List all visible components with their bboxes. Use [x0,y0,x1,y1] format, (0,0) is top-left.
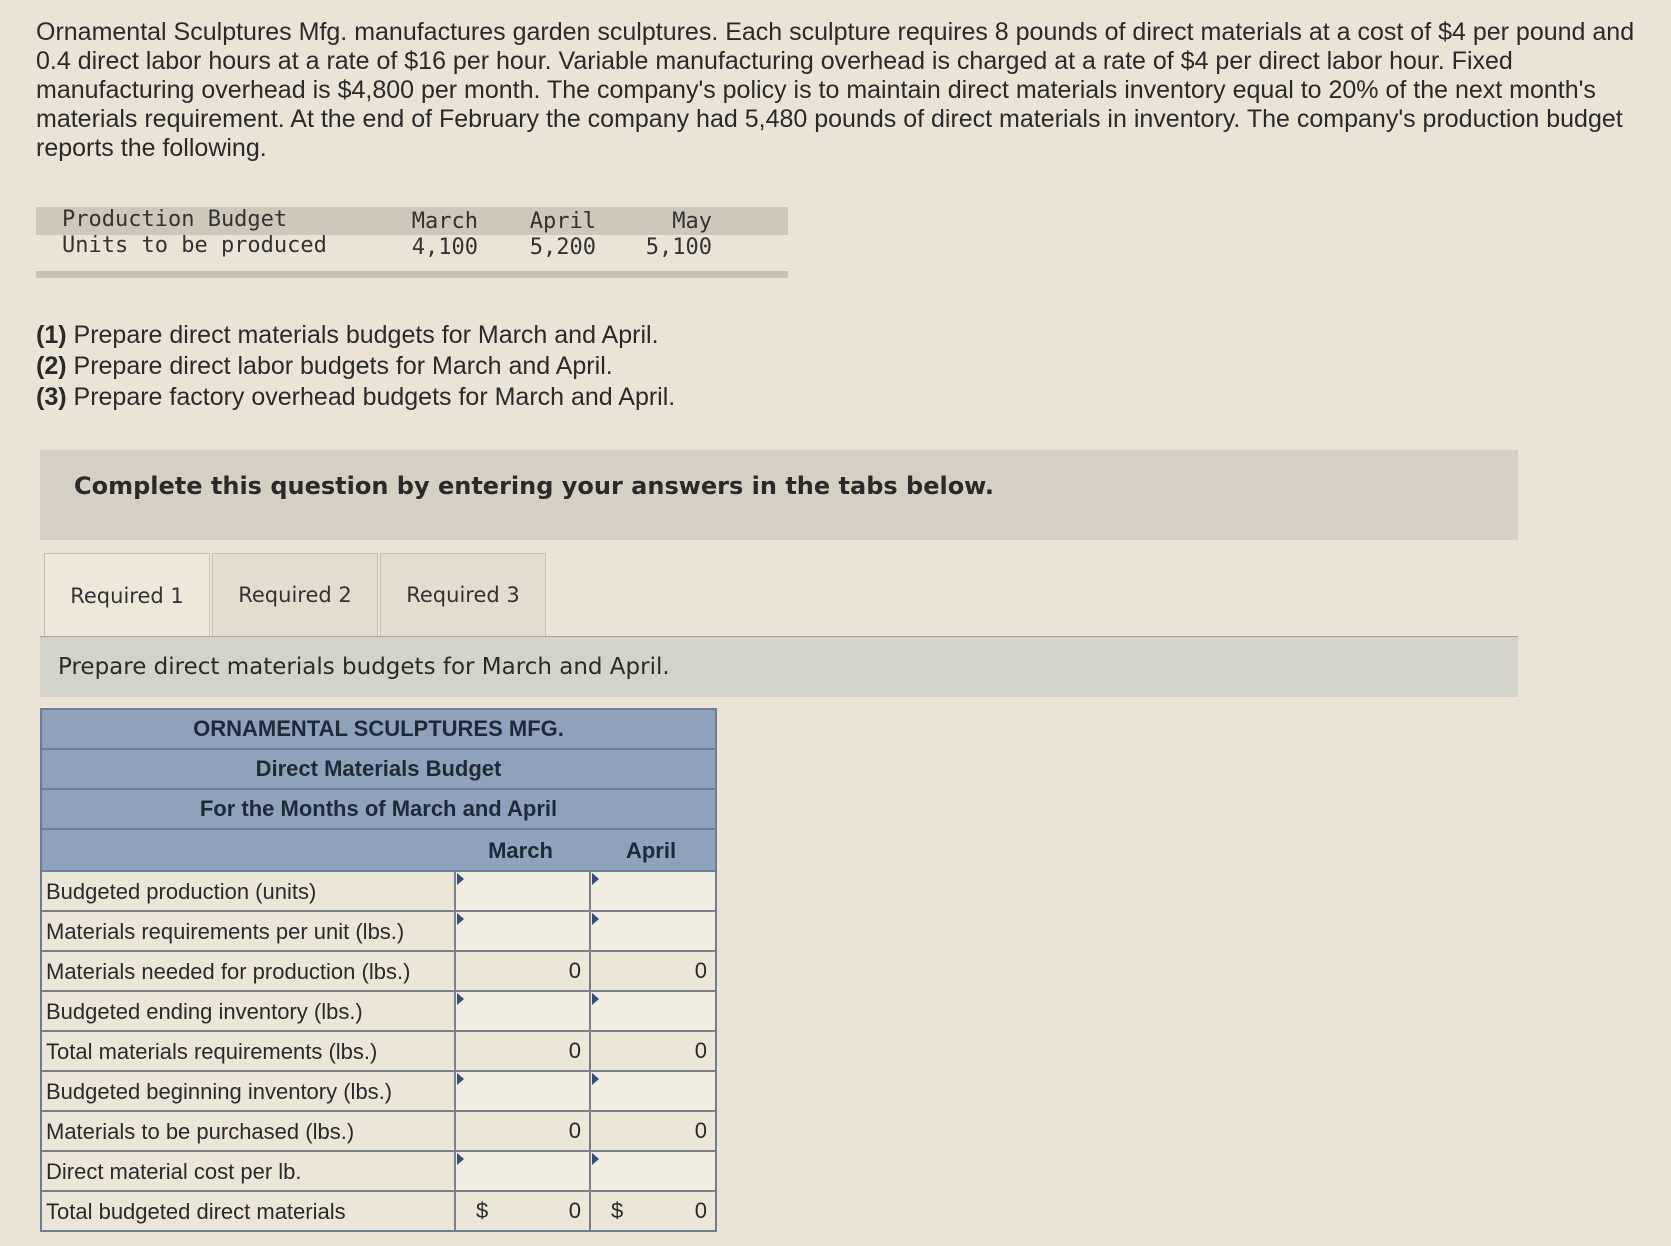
tab-required-1[interactable]: Required 1 [44,553,210,638]
requirements-list [36,320,675,413]
value-total-requirements-march: 0 [454,1032,589,1070]
input-req-per-unit-april[interactable] [589,912,715,950]
input-cost-per-lb-april[interactable] [589,1152,715,1190]
budget-company-name: ORNAMENTAL SCULPTURES MFG. [42,710,715,750]
production-bottom-rule [36,271,788,278]
row-budgeted-beginning-inventory: Budgeted beginning inventory (lbs.) [42,1072,715,1112]
production-budget-title: Production Budget [62,207,288,232]
tab-required-3[interactable]: Required 3 [380,553,546,637]
problem-intro: Ornamental Sculptures Mfg. manufactures garden sculptures. Each sculpture requires 8 pounds of direct materials at a cost of $4 per pound and 0.4 direct labor hours at a rate of $16 per hour. Variable manufacturing overhead is charged at a rate of $4 per direct labor hour. Fixed manufacturing overhead is $4,800 per month. The company's policy is to maintain direct materials inventory equal to 20% of the next month's materials requirement. At the end of February the company had 5,480 pounds of direct materials in inventory. The company's production budget reports the following. [36,18,1635,162]
input-cost-per-lb-march[interactable] [454,1152,589,1190]
month-header-march: March [411,209,478,234]
input-budgeted-production-april[interactable] [589,872,715,910]
prompt-text: Prepare direct materials budgets for March and April. [58,654,670,680]
input-ending-inventory-april[interactable] [589,992,715,1030]
tab-required-2[interactable]: Required 2 [212,553,378,637]
instruction-box [40,450,1518,540]
row-materials-requirements-per-unit: Materials requirements per unit (lbs.) [42,912,715,952]
row-materials-needed: Materials needed for production (lbs.) 0 0 [42,952,715,992]
value-materials-needed-april: 0 [589,952,715,990]
input-beginning-inventory-march[interactable] [454,1072,589,1110]
currency-symbol: $ [611,1198,624,1223]
row-total-materials-requirements: Total materials requirements (lbs.) 0 0 [42,1032,715,1072]
value-to-be-purchased-march: 0 [454,1112,589,1150]
budget-title: Direct Materials Budget [42,750,715,790]
budget-column-headers [42,830,715,872]
direct-materials-budget [40,708,717,1232]
input-ending-inventory-march[interactable] [454,992,589,1030]
month-header-april: April [529,209,596,234]
value-to-be-purchased-april: 0 [589,1112,715,1150]
value-total-requirements-april: 0 [589,1032,715,1070]
units-march: 4,100 [411,235,478,260]
col-header-march: March [488,838,553,863]
prompt-bar [40,636,1518,697]
value-total-direct-materials-march: $ 0 [454,1192,589,1230]
units-may: 5,100 [645,235,712,260]
units-april: 5,200 [529,235,596,260]
value-total-direct-materials-april: $ 0 [589,1192,715,1230]
input-beginning-inventory-april[interactable] [589,1072,715,1110]
input-budgeted-production-march[interactable] [454,872,589,910]
budget-period: For the Months of March and April [42,790,715,830]
input-req-per-unit-march[interactable] [454,912,589,950]
row-total-budgeted-direct-materials: Total budgeted direct materials $ 0 $ 0 [42,1192,715,1230]
requirement-3: (3) Prepare factory overhead budgets for March and April. [36,383,676,411]
requirement-1: (1) Prepare direct materials budgets for March and April. [36,321,659,349]
value-materials-needed-march: 0 [454,952,589,990]
month-header-may: May [672,209,712,234]
units-to-be-produced-label: Units to be produced [62,233,327,258]
col-header-april: April [625,838,677,863]
row-materials-to-be-purchased: Materials to be purchased (lbs.) 0 0 [42,1112,715,1152]
row-budgeted-ending-inventory: Budgeted ending inventory (lbs.) [42,992,715,1032]
row-budgeted-production: Budgeted production (units) [42,872,715,912]
row-direct-material-cost-per-lb: Direct material cost per lb. [42,1152,715,1192]
requirement-2: (2) Prepare direct labor budgets for March and April. [36,352,613,380]
instruction-text: Complete this question by entering your answers in the tabs below. [74,472,994,500]
currency-symbol: $ [476,1198,489,1223]
